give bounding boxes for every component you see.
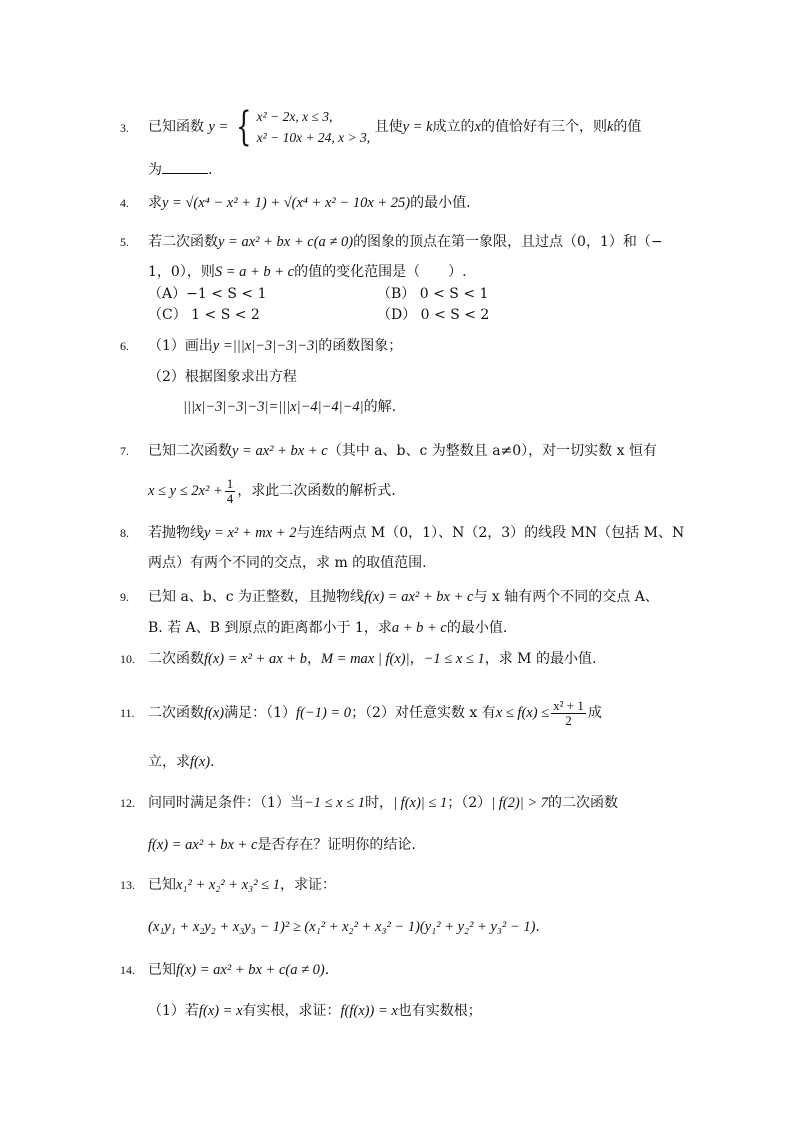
problem-3-var-x: x — [474, 119, 481, 135]
problem-12-line-1 — [148, 792, 618, 814]
problem-5-math-2: S = a + b + c — [214, 264, 295, 280]
problem-6-line-1 — [148, 335, 402, 357]
problem-14-text-2: . — [324, 962, 330, 978]
fraction-one-quarter — [225, 477, 236, 506]
problem-11-math: f(x) — [204, 705, 225, 721]
problem-10-math-3: −1 ≤ x ≤ 1 — [423, 651, 485, 667]
problem-9-text: 已知 a、b、c 为正整数，且抛物线 — [148, 589, 365, 605]
problem-13-text: 已知 — [148, 877, 176, 893]
problem-10-sep-2: ， — [409, 651, 424, 667]
problem-11-text-2: 满足：（1） — [224, 705, 297, 721]
problem-12-math: −1 ≤ x ≤ 1 — [303, 795, 366, 811]
problem-3-var-k: k — [606, 119, 614, 135]
problem-13-number: 13. — [120, 878, 135, 892]
problem-13-text-3: . — [535, 919, 540, 935]
problem-11-math-2: f(−1) = 0 — [296, 705, 352, 721]
problem-7-text-2: （其中 a、b、c 为整数且 a≠0），对一切实数 x 恒有 — [327, 443, 657, 459]
problem-13-inequality: (x₁y₁ + x₂y₂ + x₃y₃ − 1)² ≥ (x₁² + x₂² + x₃² − 1)(y₁² + y₂² + y₃² − 1) — [148, 919, 536, 935]
problem-3-text: 已知函数 — [148, 119, 204, 135]
problem-9-text-3: B. 若 A、B 到原点的距离都小于 1，求 — [148, 620, 392, 636]
fraction-denominator: 2 — [565, 712, 572, 728]
problem-12-number: 12. — [120, 796, 135, 810]
problem-11-text-3: ；（2）对任意实数 x 有 — [351, 705, 496, 721]
problem-10-line — [148, 648, 596, 670]
answer-blank — [162, 159, 208, 174]
problem-5-line-2 — [148, 261, 467, 283]
problem-7-line-2 — [148, 474, 396, 508]
problem-9-line-2 — [148, 617, 507, 639]
problem-12-math-3: | f(2)| > 7 — [491, 795, 548, 811]
problem-12-math-2: | f(x)| ≤ 1 — [393, 795, 448, 811]
problem-8-text-2: 与连结两点 M（0，1）、N（2，3）的线段 MN（包括 M、N — [296, 525, 685, 541]
problem-9-math: f(x) = ax² + bx + c — [364, 589, 474, 605]
problem-12-text-5: 是否存在？证明你的结论. — [257, 837, 416, 853]
problem-11-line-2 — [148, 751, 215, 773]
problem-14-math-3: f(f(x)) = x — [340, 1003, 398, 1019]
problem-7-line-1 — [148, 440, 657, 462]
piecewise-cases — [257, 106, 370, 148]
problem-14-text-5: 也有实数根； — [397, 1003, 482, 1019]
problem-10-number: 10. — [120, 652, 135, 666]
problem-14-line-1 — [148, 959, 329, 981]
problem-3-func-lhs: y = — [208, 119, 229, 135]
problem-5-text-4: 的值的变化范围是（ ）. — [294, 264, 467, 280]
problem-8-number: 8. — [120, 526, 129, 540]
problem-7-text: 已知二次函数 — [148, 443, 232, 459]
problem-6-text: （1）画出 — [148, 338, 213, 354]
fraction-numerator: x² + 1 — [553, 697, 584, 713]
piecewise-case-1: x² − 2x, x ≤ 3, — [256, 109, 333, 124]
piecewise-brace: { — [235, 104, 252, 150]
option-b: （B） 0 < S < 1 — [377, 286, 489, 302]
problem-14-math-2: f(x) = x — [198, 1003, 243, 1019]
problem-3-line-1 — [148, 104, 641, 150]
problem-11-text-5: 立，求 — [148, 754, 190, 770]
problem-9-number: 9. — [120, 590, 129, 604]
problem-4-number: 4. — [120, 196, 129, 210]
problem-5-line-1 — [148, 231, 663, 253]
problem-6-text-3: 的解. — [363, 399, 397, 415]
problem-3-text-2: 且使 — [374, 119, 403, 135]
problem-7-inequality: x ≤ y ≤ 2x² + — [148, 483, 223, 499]
fraction-numerator: 1 — [226, 475, 234, 491]
problem-14-number: 14. — [120, 963, 135, 977]
problem-6-line-3 — [183, 396, 396, 418]
problem-7-math: y = ax² + bx + c — [232, 443, 328, 459]
problem-7-number: 7. — [120, 444, 129, 458]
problem-13-line-1 — [148, 874, 336, 896]
problem-14-line-2 — [148, 1000, 482, 1022]
option-c: （C） 1 < S < 2 — [148, 307, 260, 323]
problem-3-text-6: 为 — [148, 162, 162, 178]
problem-4-math: y = √(x⁴ − x² + 1) + √(x⁴ + x² − 10x + 25) — [162, 195, 411, 211]
problem-3-number: 3. — [120, 121, 129, 135]
problem-6-equation: |||x|−3|−3|−3|=|||x|−4|−4|−4| — [183, 399, 364, 415]
option-a: （A）−1 < S < 1 — [148, 286, 267, 302]
problem-11-line-1 — [148, 686, 602, 740]
problem-11-math-3: x ≤ f(x) ≤ — [495, 705, 550, 721]
problem-9-math-2: a + b + c — [391, 620, 447, 636]
problem-3-text-3: 成立的 — [432, 119, 475, 135]
fraction-denominator: 4 — [226, 490, 234, 506]
problem-12-math-4: f(x) = ax² + bx + c — [148, 837, 258, 853]
problem-11-text-4: 成 — [587, 705, 602, 721]
problem-12-text-3: ；（2） — [447, 795, 492, 811]
problem-11-math-4: f(x) — [190, 754, 211, 770]
fraction-x2-plus-1-over-2 — [551, 699, 586, 728]
problem-10-math: f(x) = x² + ax + b — [204, 651, 307, 667]
problem-3-line-2 — [148, 159, 212, 181]
problem-12-text: 问同时满足条件：（1）当 — [148, 795, 304, 811]
problem-10-text: 二次函数 — [148, 651, 204, 667]
problem-14-math: f(x) = ax² + bx + c(a ≠ 0) — [176, 962, 325, 978]
problem-6-text-2: 的函数图象； — [318, 338, 403, 354]
problem-12-text-4: 的二次函数 — [548, 795, 618, 811]
problem-10-sep: ， — [306, 651, 321, 667]
problem-3-condition: y = k — [402, 119, 433, 135]
problem-5-number: 5. — [120, 235, 129, 249]
problem-8-math: y = x² + mx + 2 — [204, 525, 297, 541]
problem-3-text-5: 的值 — [613, 119, 642, 135]
problem-3-text-7: . — [208, 162, 213, 178]
problem-11-number: 11. — [120, 706, 135, 720]
problem-8-line-1 — [148, 522, 684, 544]
problem-3-text-4: 的值恰好有三个，则 — [480, 119, 607, 135]
problem-5-text-3: 1，0），则 — [148, 264, 215, 280]
problem-6-number: 6. — [120, 339, 129, 353]
problem-9-text-2: 与 x 轴有两个不同的交点 A、 — [473, 589, 659, 605]
problem-8-text: 若抛物线 — [148, 525, 204, 541]
problem-5-math: y = ax² + bx + c(a ≠ 0) — [218, 234, 354, 250]
problem-7-text-3: ，求此二次函数的解析式. — [237, 483, 396, 499]
problem-4-line — [148, 192, 471, 214]
problem-9-text-4: 的最小值. — [446, 620, 508, 636]
problem-10-text-2: ，求 M 的最小值. — [484, 651, 597, 667]
problem-5-text: 若二次函数 — [148, 234, 218, 250]
problem-14-text: 已知 — [148, 962, 176, 978]
problem-13-math: x₁² + x₂² + x₃² ≤ 1 — [176, 877, 280, 893]
problem-10-math-2: M = max | f(x)| — [320, 651, 410, 667]
problem-11-text-6: . — [210, 754, 215, 770]
problem-14-text-4: 有实根，求证： — [242, 1003, 341, 1019]
problem-6-math: y =|||x|−3|−3|−3| — [212, 338, 319, 354]
option-d: （D） 0 < S < 2 — [377, 307, 490, 323]
problem-13-text-2: ，求证： — [280, 877, 336, 893]
problem-9-line-1 — [148, 586, 659, 608]
problem-12-line-2 — [148, 834, 416, 856]
piecewise-case-2: x² − 10x + 24, x > 3, — [256, 130, 371, 145]
problem-6-line-2: （2）根据图象求出方程 — [148, 369, 297, 385]
problem-14-text-3: （1）若 — [148, 1003, 199, 1019]
problem-4-text-2: 的最小值. — [410, 195, 471, 211]
problem-11-text: 二次函数 — [148, 705, 204, 721]
problem-4-text: 求 — [148, 195, 162, 211]
problem-5-text-2: 的图象的顶点在第一象限，且过点（0，1）和（− — [353, 234, 663, 250]
problem-12-text-2: 时， — [365, 795, 394, 811]
problem-8-line-2: 两点）有两个不同的交点，求 m 的取值范围. — [148, 555, 427, 571]
problem-13-line-2 — [148, 916, 540, 938]
